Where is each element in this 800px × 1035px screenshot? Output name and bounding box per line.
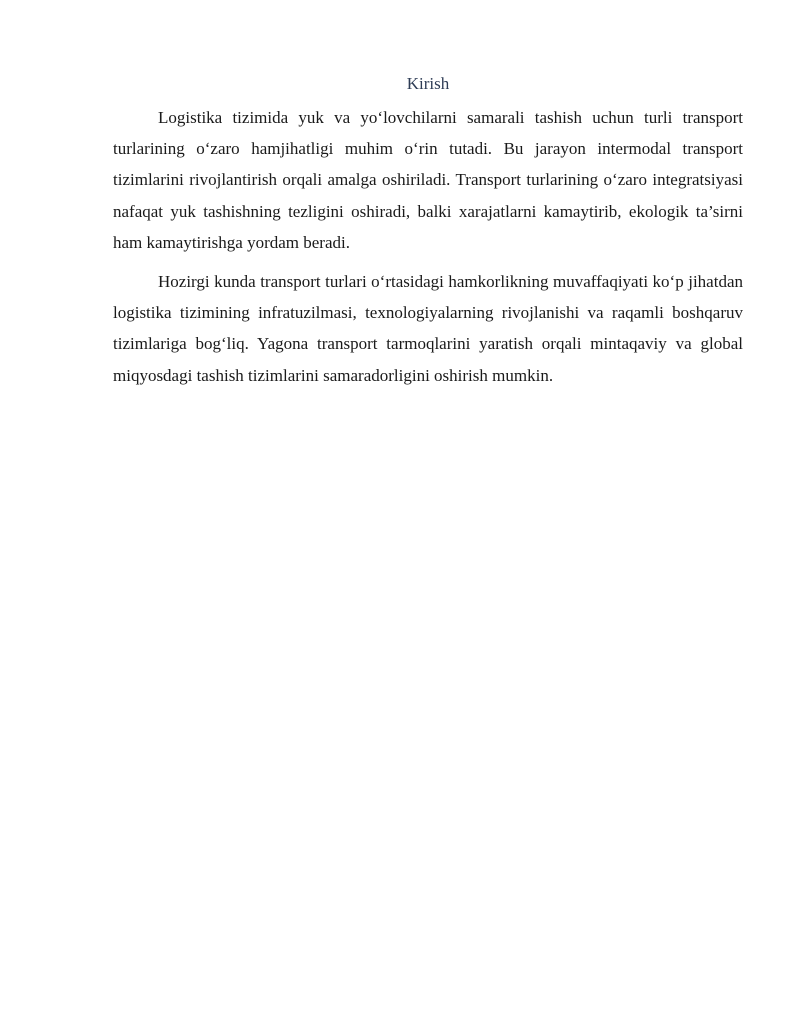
paragraph-2: Hozirgi kunda transport turlari o‘rtasidagi hamkorlikning muvaffaqiyati ko‘p jihatdan logistika tizimining infratuzilmasi, texnologiyalarning rivojlanishi va raqamli boshqaruv tizimlariga bog‘liq. Yagona transport tarmoqlarini yaratish orqali mintaqaviy va global miqyosdagi tashish tizimlarini samaradorligini oshirish mumkin. — [113, 272, 743, 385]
section-heading: Kirish — [406, 74, 450, 93]
paragraph-1: Logistika tizimida yuk va yo‘lovchilarni samarali tashish uchun turli transport turlarining o‘zaro hamjihatligi muhim o‘rin tutadi. Bu jarayon intermodal transport tizimlarini rivojlantirish orqali amalga oshiriladi. Transport turlarining o‘zaro integratsiyasi nafaqat yuk tashishning tezligini oshiradi, balki xarajatlarni kamaytirib, ekologik ta’sirni ham kamaytirishga yordam beradi. — [113, 108, 743, 252]
